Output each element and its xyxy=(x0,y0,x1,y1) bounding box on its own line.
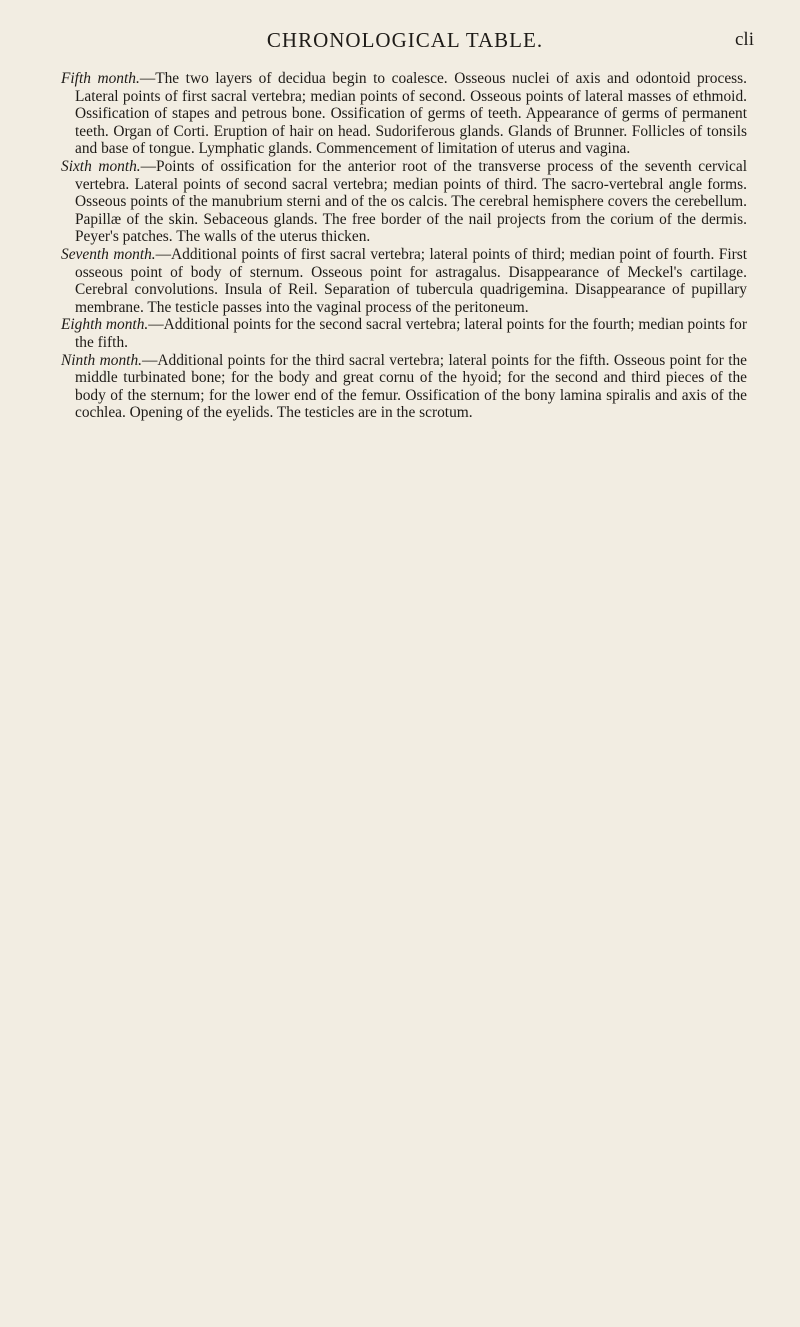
entry-eighth-month xyxy=(61,316,747,351)
entry-ninth-month xyxy=(61,352,747,422)
entry-seventh-month xyxy=(61,246,747,316)
month-label: Seventh month. xyxy=(61,245,156,263)
month-label: Fifth month. xyxy=(61,70,140,87)
entry-text: —The two layers of decidua begin to coalesce. Osseous nuclei of axis and odontoid process. Lateral points of first sacral vertebra; median points of second. Osseous points of lateral masses of ethmoid. Ossification of stapes and petrous bone. Ossification of germs of teeth. Appearance of germs of permanent teeth. Organ of Corti. Eruption of hair on head. Sudoriferous glands. Glands of Brunner. Follicles of tonsils and base of tongue. Lymphatic glands. Commencement of limitation of uterus and vagina. xyxy=(75,70,747,158)
page-title: CHRONOLOGICAL TABLE. xyxy=(266,28,544,52)
page-number: cli xyxy=(735,29,754,50)
entry-text: —Additional points for the third sacral vertebra; lateral points for the fifth. Osseous point for the middle turbinated bone; for the body and great cornu of the hyoid; for the second and third pieces of the body of the sternum; for the lower end of the femur. Ossification of the bony lamina spiralis and axis of the cochlea. Opening of the eyelids. The testicles are in the scrotum. xyxy=(75,351,747,422)
month-label: Sixth month. xyxy=(61,157,141,175)
entry-text: —Additional points of first sacral vertebra; lateral points of third; median point of fourth. First osseous point of body of sternum. Osseous point for astragalus. Disappearance of Meckel's cartilage. Cerebral convolutions. Insula of Reil. Separation of tubercula quadrigemina. Disappearance of pupillary membrane. The testicle passes into the vaginal process of the peritoneum. xyxy=(75,245,747,316)
month-label: Eighth month. xyxy=(61,316,149,334)
month-label: Ninth month. xyxy=(61,351,142,369)
entry-sixth-month xyxy=(61,158,747,246)
entry-fifth-month xyxy=(61,70,747,158)
running-head xyxy=(60,28,754,54)
entry-text: —Additional points for the second sacral vertebra; lateral points for the fourth; median points for the fifth. xyxy=(75,316,747,351)
entry-text: —Points of ossification for the anterior root of the transverse process of the seventh cervical vertebra. Lateral points of second sacral vertebra; median points of third. The sacro-vertebral angle forms. Osseous points of the manubrium sterni and of the os calcis. The cerebral hemisphere covers the cerebellum. Papillæ of the skin. Sebaceous glands. The free border of the nail projects from the corium of the dermis. Peyer's patches. The walls of the uterus thicken. xyxy=(75,157,747,246)
chronological-table-text xyxy=(61,70,747,422)
